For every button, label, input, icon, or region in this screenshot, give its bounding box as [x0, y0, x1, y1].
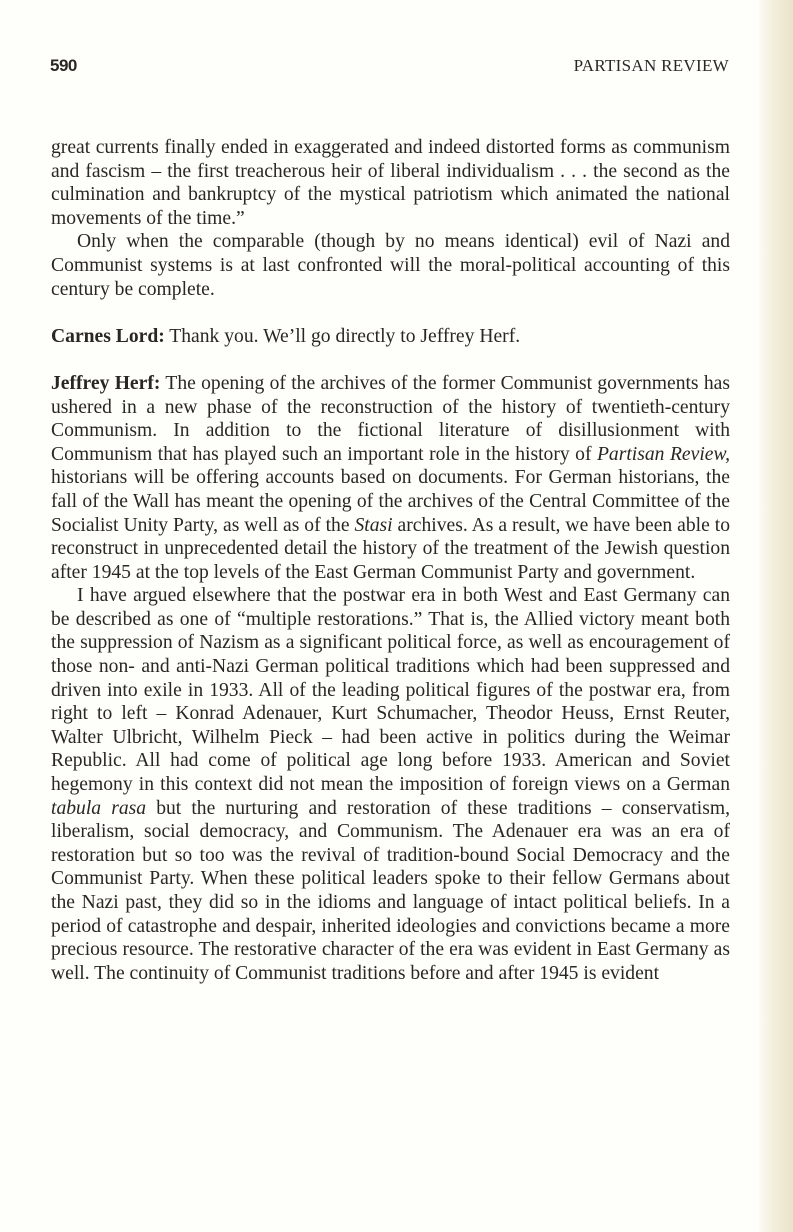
- text-segment: historians will be offering accounts based on documents. For German historians, the fall of the Wall has meant the opening of the archives of the Central Committee of the Socialist Unity Party, as well as of the: [51, 467, 730, 536]
- italic-term: tabula rasa: [51, 797, 147, 819]
- italic-term: Stasi: [354, 514, 393, 536]
- speaker-remark: Thank you. We’ll go directly to Jeffrey Herf.: [164, 325, 521, 347]
- page-edge-shadow: [759, 0, 793, 1232]
- page-number: 590: [50, 56, 77, 75]
- text-segment: but the nurturing and restoration of these traditions – conservatism, liberalism, social democracy, and Communism. The Adenauer era was an era of restoration but so too was the revival of tradition-bound Social Democracy and the Communist Party. When these political leaders spoke to their fellow Germans about the Nazi past, they did so in the idioms and language of intact political beliefs. In a period of catastrophe and despair, inherited ideologies and convictions became a more precious resource. The restorative character of the era was evident in East Germany as well. The continuity of Communist traditions before and after 1945 is evident: [51, 797, 730, 984]
- text-segment: archives. As a result, we have been able to reconstruct in unprecedented detail the history of the treatment of the Jewish question after 1945 at the top levels of the East German Communist Party and government.: [51, 514, 730, 583]
- running-head: [50, 56, 729, 80]
- section-gap: [51, 348, 730, 372]
- journal-title: PARTISAN REVIEW: [573, 56, 729, 75]
- speaker-name: Carnes Lord:: [51, 325, 165, 347]
- italic-title: Partisan Review,: [596, 443, 730, 465]
- text-segment: I have argued elsewhere that the postwar era in both West and East Germany can be described as one of “multiple restorations.” That is, the Allied victory meant both the suppression of Nazism as a significant political force, as well as encouragement of those non- and anti-Nazi German political traditions which had been suppressed and driven into exile in 1933. All of the leading political figures of the postwar era, from right to left – Konrad Adenauer, Kurt Schumacher, Theodor Heuss, Ernst Reuter, Walter Ulbricht, Wilhelm Pieck – had been active in politics during the Weimar Republic. All had come of political age long before 1933. American and Soviet hegemony in this context did not mean the imposition of foreign views on a German: [51, 585, 730, 796]
- paragraph-jeffrey-herf-intro: [51, 372, 730, 584]
- paragraph-quote-continuation: great currents finally ended in exaggerated and indeed distorted forms as communism and fascism – the first treacherous heir of liberal individualism . . . the second as the culmination and bankruptcy of the mystical patriotism which animated the national movements of the time.”: [51, 137, 730, 229]
- paragraph-carnes-lord: [51, 325, 730, 349]
- text-segment: The opening of the archives of the former Communist governments has ushered in a new phase of the reconstruction of the history of twentieth-century Communism. In addition to the fictional literature of disillusionment with Communism that has played such an important role in the history of: [51, 372, 730, 465]
- body-text: [51, 136, 730, 985]
- paragraph-conclusion: Only when the comparable (though by no means identical) evil of Nazi and Communist systems is at last confronted will the moral-political accounting of this century be complete.: [51, 231, 730, 300]
- speaker-name: Jeffrey Herf:: [51, 372, 161, 394]
- section-gap: [51, 301, 730, 325]
- paragraph-multiple-restorations: [51, 584, 730, 985]
